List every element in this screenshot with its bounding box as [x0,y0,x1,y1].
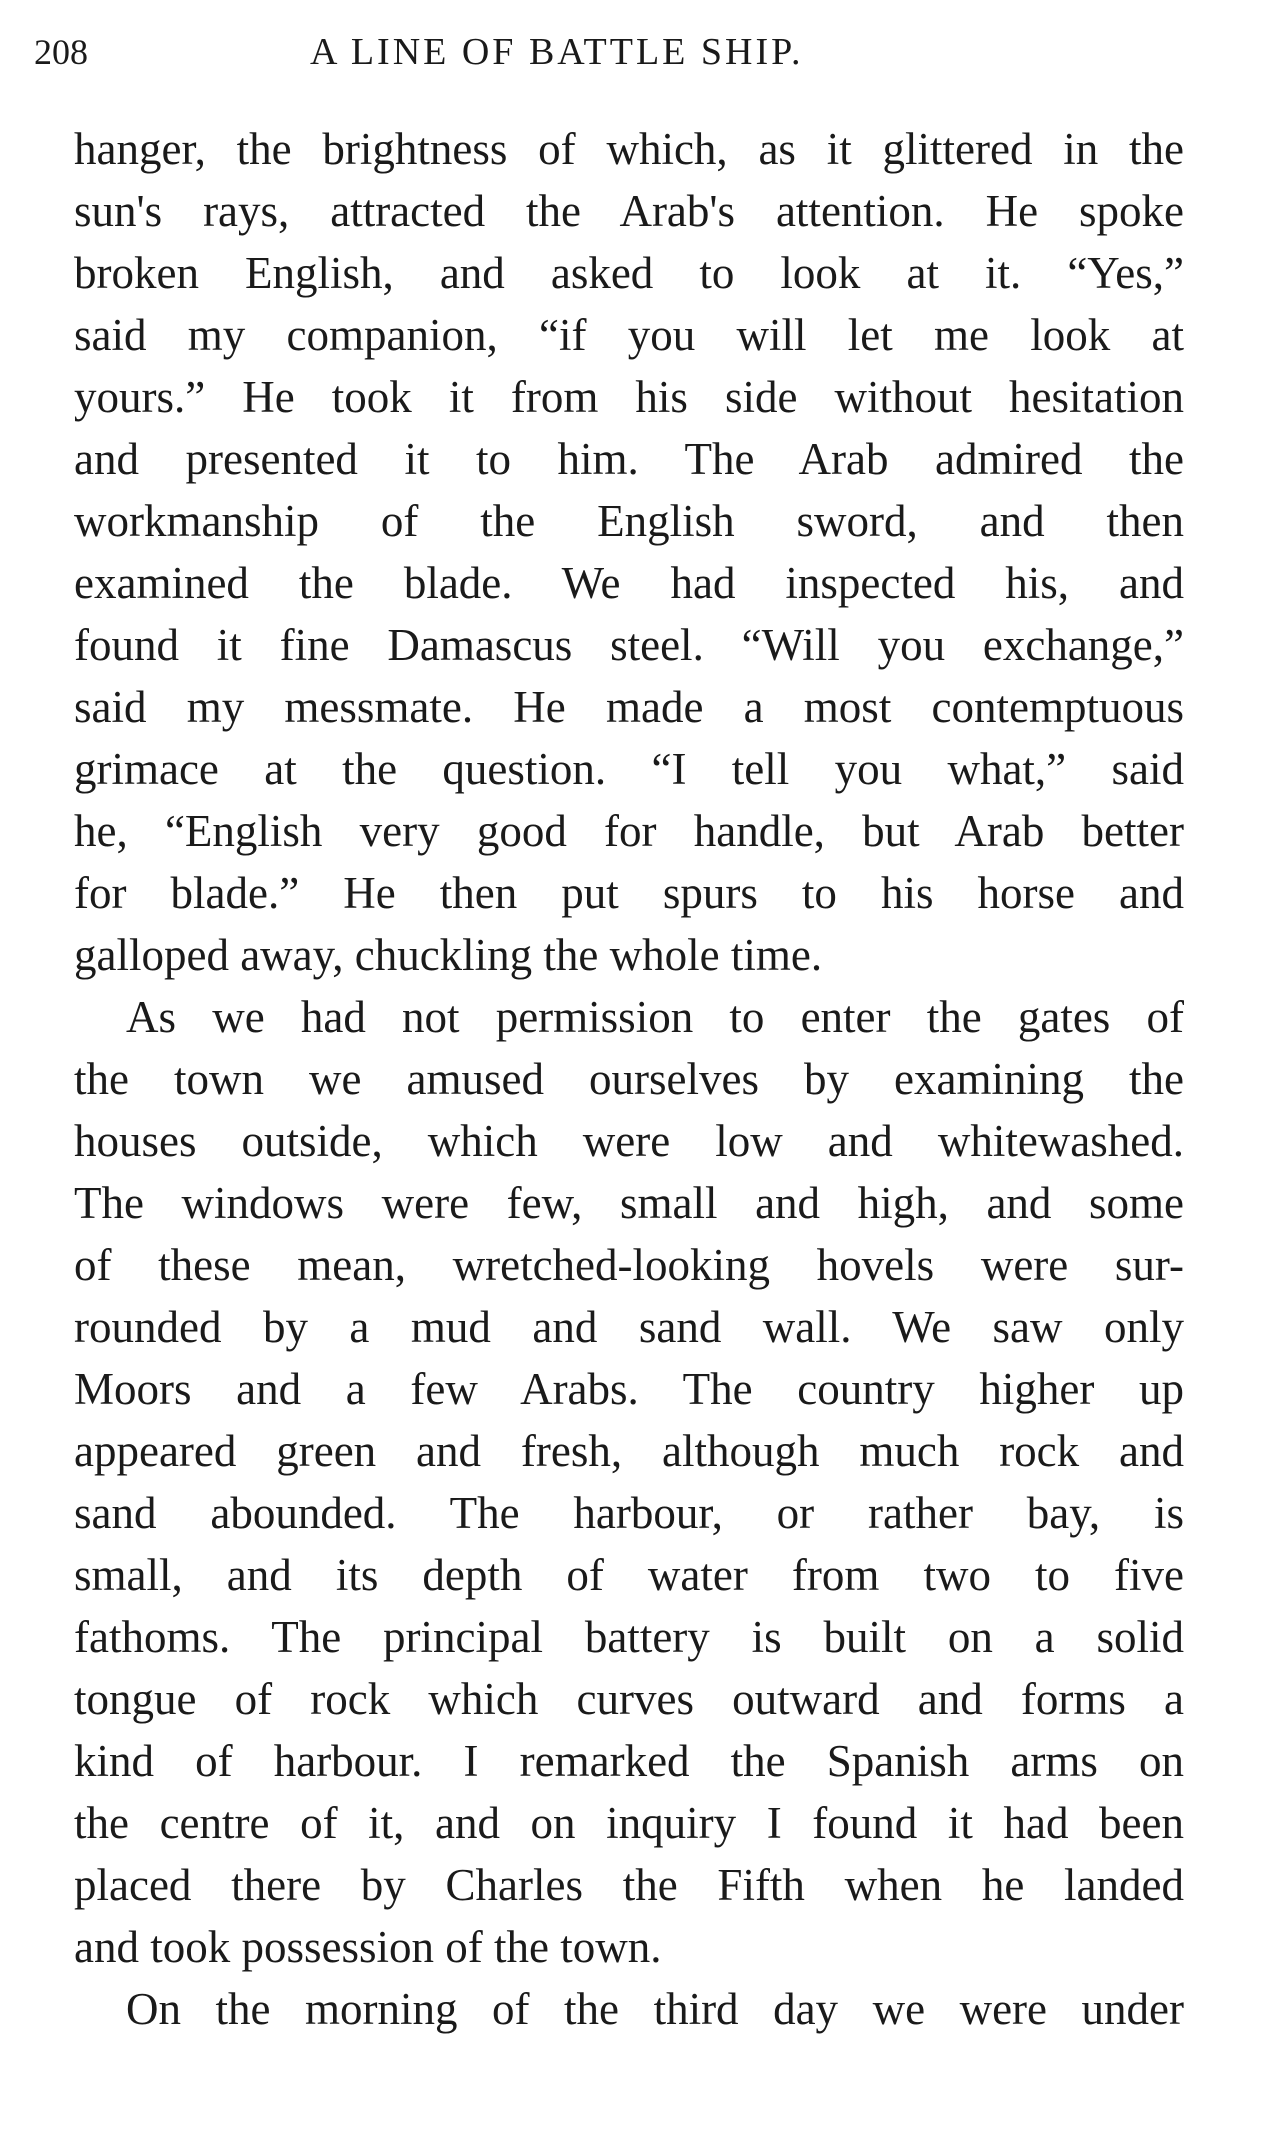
text-line: galloped away, chuckling the whole time. [74,930,823,980]
text-line: fathoms. The principal battery is built on a solid [74,1612,1184,1662]
text-line: Moors and a few Arabs. The country higher up [74,1364,1184,1414]
text-line: examined the blade. We had inspected his, and [74,558,1184,608]
text-line: yours.” He took it from his side without hesitation [74,372,1184,422]
text-line: On the morning of the third day we were under [126,1984,1184,2034]
text-line: placed there by Charles the Fifth when he landed [74,1860,1184,1910]
text-line: The windows were few, small and high, and some [74,1178,1184,1228]
text-line: As we had not permission to enter the gates of [126,992,1184,1042]
paragraph [74,118,1184,986]
text-line: broken English, and asked to look at it. “Yes,” [74,248,1184,298]
text-line: hanger, the brightness of which, as it glittered in the [74,124,1184,174]
text-line: kind of harbour. I remarked the Spanish arms on [74,1736,1184,1786]
text-line: said my messmate. He made a most contemptuous [74,682,1184,732]
text-line: appeared green and fresh, although much rock and [74,1426,1184,1476]
body-text [74,118,1184,2040]
text-line: and presented it to him. The Arab admired the [74,434,1184,484]
text-line: houses outside, which were low and whitewashed. [74,1116,1184,1166]
text-line: sun's rays, attracted the Arab's attention. He spoke [74,186,1184,236]
page-number: 208 [34,32,88,72]
text-line: for blade.” He then put spurs to his horse and [74,868,1184,918]
text-line: workmanship of the English sword, and then [74,496,1184,546]
text-line: rounded by a mud and sand wall. We saw only [74,1302,1184,1352]
paragraph [74,986,1184,1978]
text-line: found it fine Damascus steel. “Will you exchange,” [74,620,1184,670]
text-line: the town we amused ourselves by examining the [74,1054,1184,1104]
text-line: tongue of rock which curves outward and forms a [74,1674,1184,1724]
text-line: the centre of it, and on inquiry I found it had been [74,1798,1184,1848]
running-header [0,22,1270,82]
running-title: A LINE OF BATTLE SHIP. [310,31,804,73]
text-line: and took possession of the town. [74,1922,662,1972]
text-line: he, “English very good for handle, but Arab better [74,806,1184,856]
text-line: sand abounded. The harbour, or rather bay, is [74,1488,1184,1538]
text-line: said my companion, “if you will let me look at [74,310,1184,360]
text-line: of these mean, wretched-looking hovels were sur- [74,1240,1184,1290]
text-line: grimace at the question. “I tell you what,” said [74,744,1184,794]
text-line: small, and its depth of water from two to five [74,1550,1184,1600]
paragraph [74,1978,1184,2040]
